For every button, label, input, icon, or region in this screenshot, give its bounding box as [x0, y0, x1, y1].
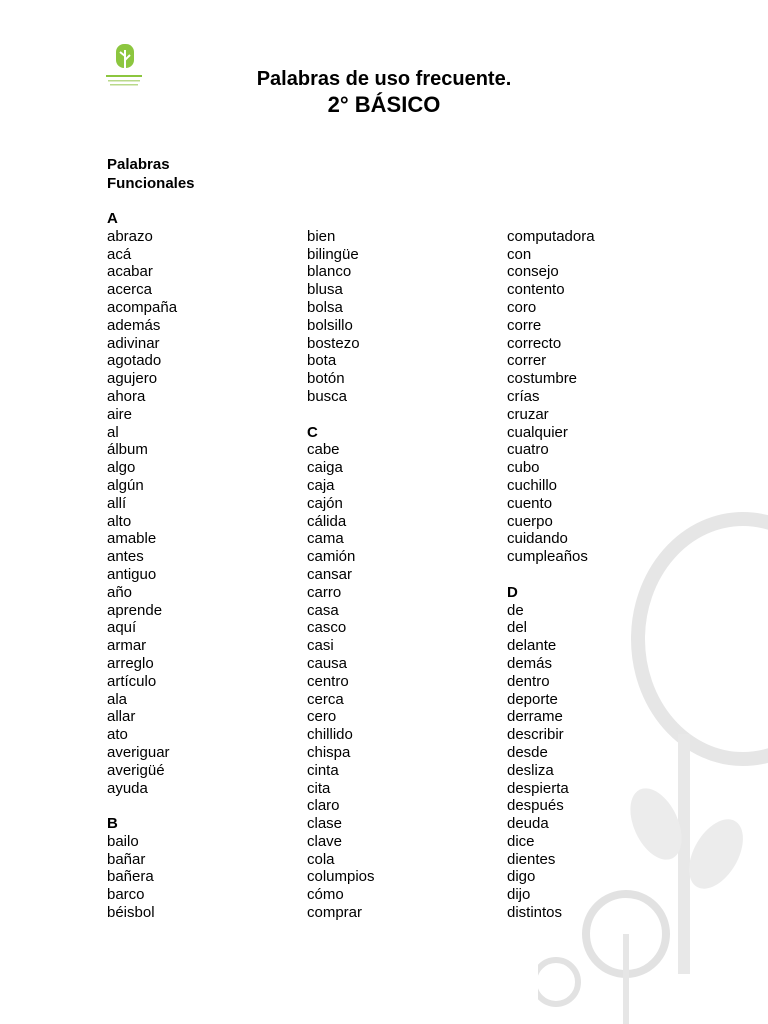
word-item: clave — [307, 832, 343, 850]
word-item: columpios — [307, 868, 375, 886]
word-item: ato — [107, 726, 128, 744]
word-item: cómo — [307, 886, 344, 904]
word-item: causa — [307, 654, 348, 672]
word-item: ahora — [107, 387, 146, 405]
word-item: derrame — [507, 708, 563, 726]
word-item: describir — [507, 726, 564, 744]
word-item: coro — [507, 298, 537, 316]
word-item: consejo — [507, 263, 559, 281]
word-item: deuda — [507, 815, 549, 833]
word-item: casco — [307, 619, 347, 637]
word-item: casi — [307, 637, 334, 655]
word-item: camión — [307, 548, 356, 566]
word-item: ala — [107, 690, 128, 708]
word-item: álbum — [107, 441, 148, 459]
word-item: costumbre — [507, 370, 578, 388]
word-item: al — [107, 423, 119, 441]
word-item: acompaña — [107, 298, 178, 316]
word-item: cuerpo — [507, 512, 553, 530]
word-item: acerca — [107, 281, 153, 299]
word-item: cuchillo — [507, 476, 558, 494]
word-item: antiguo — [107, 565, 157, 583]
word-item: bota — [307, 352, 337, 370]
word-item: alto — [107, 512, 132, 530]
word-column-1 — [107, 210, 307, 922]
word-item: cubo — [507, 459, 540, 477]
word-item: antes — [107, 548, 144, 566]
word-item: desliza — [507, 761, 554, 779]
word-item: cajón — [307, 494, 343, 512]
word-item: cuidando — [507, 530, 568, 548]
word-item: corre — [507, 316, 542, 334]
word-item: correcto — [507, 334, 562, 352]
word-item: casa — [307, 601, 339, 619]
word-item: dientes — [507, 850, 556, 868]
word-column-2 — [307, 210, 507, 922]
word-item: deporte — [507, 690, 558, 708]
spacer — [307, 210, 507, 228]
word-item: artículo — [107, 672, 157, 690]
grade-subtitle: 2° BÁSICO — [327, 92, 441, 117]
word-item: botón — [307, 370, 345, 388]
word-item: amable — [107, 530, 157, 548]
word-item: bailo — [107, 832, 139, 850]
word-item: cruzar — [507, 405, 549, 423]
word-item: bañera — [107, 868, 154, 886]
word-item: cualquier — [507, 423, 568, 441]
word-item: acá — [107, 245, 132, 263]
word-item: cuento — [507, 494, 553, 512]
word-item: delante — [507, 637, 557, 655]
letter-heading: B — [107, 815, 118, 833]
word-item: bilingüe — [307, 245, 359, 263]
word-item: cola — [307, 850, 335, 868]
word-item: arreglo — [107, 654, 154, 672]
word-item: aprende — [107, 601, 163, 619]
word-item: averiguar — [107, 743, 170, 761]
word-item: allí — [107, 494, 127, 512]
word-item: año — [107, 583, 133, 601]
word-item: bostezo — [307, 334, 360, 352]
word-item: algún — [107, 476, 144, 494]
word-item: allar — [107, 708, 136, 726]
word-item: demás — [507, 654, 553, 672]
word-item: aire — [107, 405, 133, 423]
word-item: bolsillo — [307, 316, 353, 334]
word-item: busca — [307, 387, 348, 405]
word-item: cansar — [307, 565, 353, 583]
word-item: bien — [307, 227, 336, 245]
letter-heading: D — [507, 583, 518, 601]
spacer — [507, 210, 707, 228]
section-heading-line: Funcionales — [107, 174, 195, 192]
spacer — [107, 797, 307, 815]
word-item: adivinar — [107, 334, 160, 352]
word-item: claro — [307, 797, 340, 815]
word-item: caja — [307, 476, 335, 494]
word-item: además — [107, 316, 161, 334]
word-item: computadora — [507, 227, 595, 245]
word-item: barco — [107, 886, 145, 904]
word-item: bolsa — [307, 298, 343, 316]
word-item: averigüé — [107, 761, 165, 779]
word-item: cálida — [307, 512, 347, 530]
word-item: cabe — [307, 441, 340, 459]
word-item: crías — [507, 387, 540, 405]
letter-heading: C — [307, 423, 318, 441]
word-item: después — [507, 797, 564, 815]
word-item: despierta — [507, 779, 569, 797]
word-item: agujero — [107, 370, 158, 388]
word-item: cero — [307, 708, 337, 726]
word-item: de — [507, 601, 524, 619]
word-item: aquí — [107, 619, 137, 637]
word-item: cumpleaños — [507, 548, 588, 566]
word-item: cita — [307, 779, 331, 797]
word-item: bañar — [107, 850, 146, 868]
word-item: desde — [507, 743, 548, 761]
word-item: cerca — [307, 690, 344, 708]
word-item: digo — [507, 868, 536, 886]
word-item: centro — [307, 672, 349, 690]
word-item: blanco — [307, 263, 352, 281]
word-item: blusa — [307, 281, 343, 299]
word-item: cinta — [307, 761, 339, 779]
word-item: cama — [307, 530, 344, 548]
word-item: caiga — [307, 459, 343, 477]
letter-heading: A — [107, 210, 118, 227]
word-item: con — [507, 245, 532, 263]
word-item: contento — [507, 281, 565, 299]
word-item: cuatro — [507, 441, 549, 459]
word-item: carro — [307, 583, 342, 601]
word-item: ayuda — [107, 779, 148, 797]
section-heading — [107, 156, 195, 193]
spacer — [307, 406, 507, 424]
section-heading-line: Palabras — [107, 156, 170, 173]
decorative-tree-watermark — [538, 504, 768, 1024]
word-item: chillido — [307, 726, 353, 744]
word-item: clase — [307, 815, 343, 833]
word-item: comprar — [307, 904, 363, 922]
word-item: béisbol — [107, 904, 155, 922]
word-item: acabar — [107, 263, 153, 281]
word-item: abrazo — [107, 227, 153, 245]
word-item: dice — [507, 832, 535, 850]
word-item: armar — [107, 637, 147, 655]
word-item: agotado — [107, 352, 162, 370]
word-item: distintos — [507, 904, 563, 922]
word-item: del — [507, 619, 528, 637]
page-title: Palabras de uso frecuente. — [256, 68, 512, 90]
word-item: dijo — [507, 886, 531, 904]
word-item: algo — [107, 459, 136, 477]
word-item: correr — [507, 352, 547, 370]
word-item: chispa — [307, 743, 351, 761]
word-item: dentro — [507, 672, 550, 690]
